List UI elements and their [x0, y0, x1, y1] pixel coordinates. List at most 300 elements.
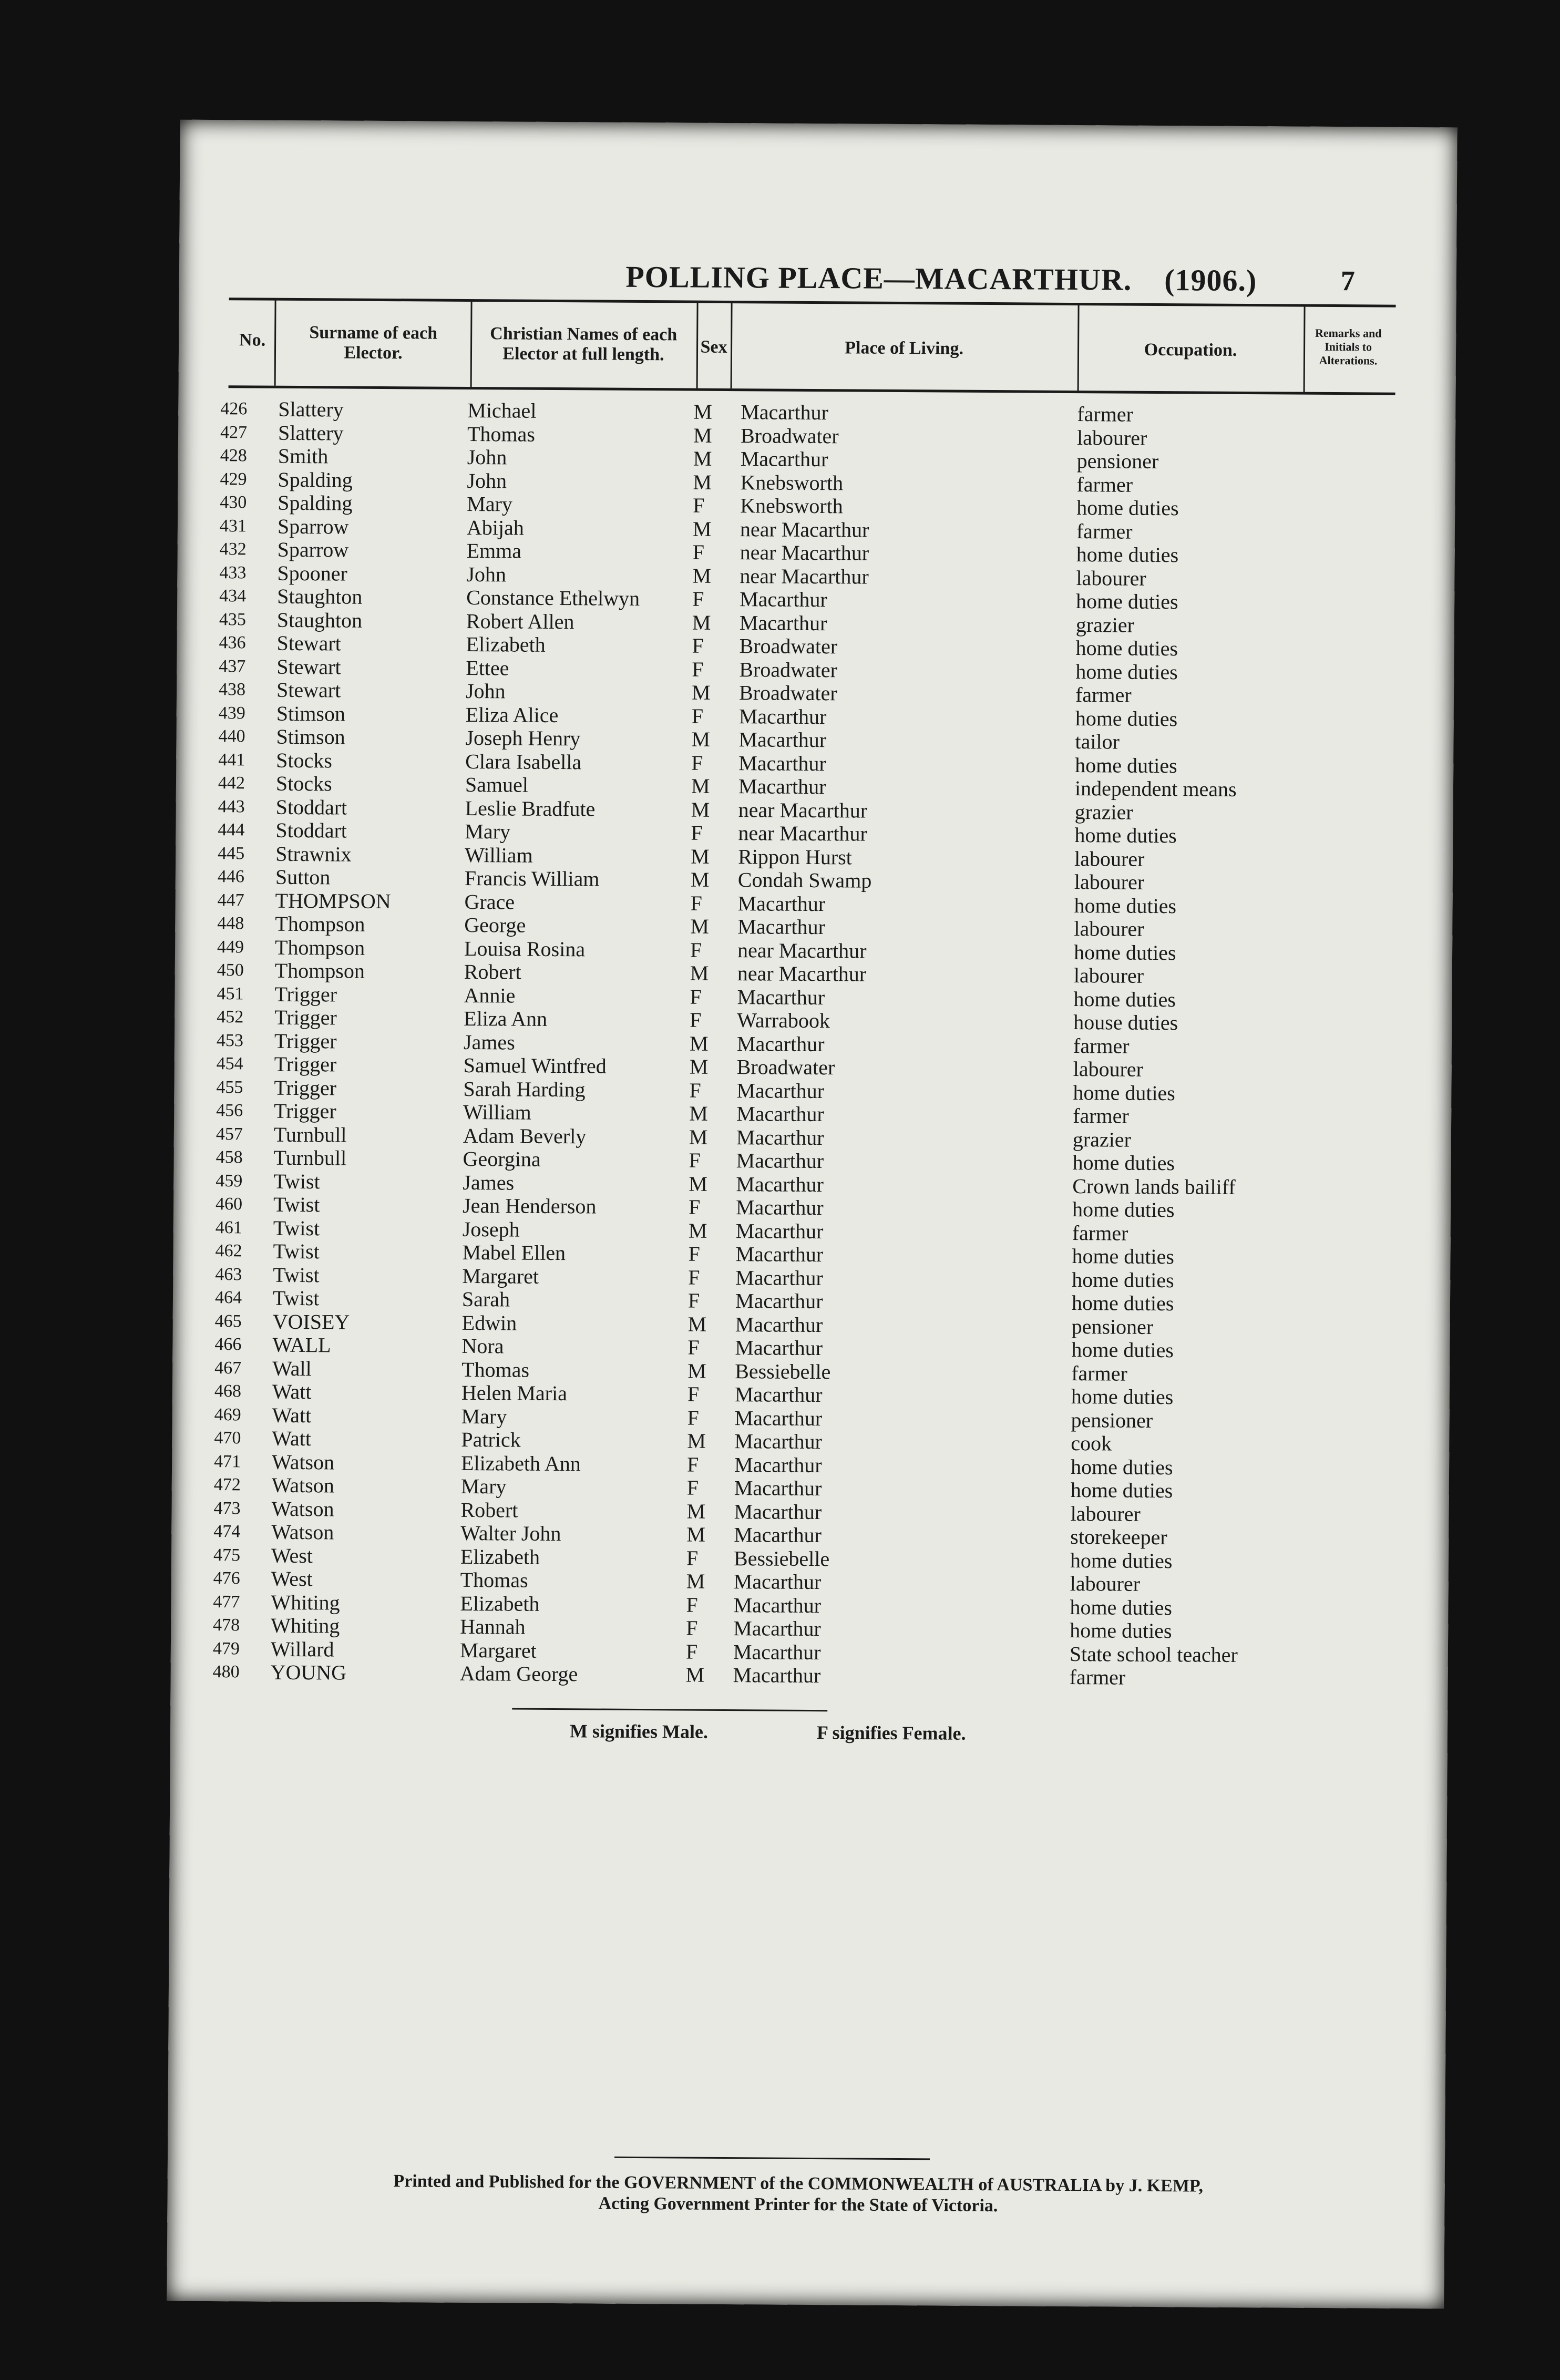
elector-place: Macarthur — [734, 1382, 823, 1407]
elector-number: 460 — [215, 1194, 243, 1214]
elector-number: 452 — [217, 1007, 244, 1027]
elector-number: 433 — [219, 562, 247, 582]
elector-sex: M — [689, 1031, 709, 1055]
elector-surname: Stoddart — [275, 795, 347, 819]
elector-christian-names: John — [467, 468, 507, 493]
elector-place: near Macarthur — [740, 540, 869, 565]
elector-number: 467 — [214, 1358, 242, 1378]
elector-surname: Watt — [272, 1403, 312, 1427]
elector-surname: Wall — [272, 1356, 312, 1380]
elector-place: Macarthur — [736, 1078, 825, 1103]
col-divider-5 — [1077, 304, 1080, 391]
elector-surname: Trigger — [274, 1005, 337, 1030]
elector-occupation: grazier — [1074, 799, 1133, 824]
elector-christian-names: Robert Allen — [466, 609, 574, 633]
elector-number: 455 — [216, 1077, 243, 1097]
elector-christian-names: Margaret — [459, 1638, 537, 1663]
elector-christian-names: Mary — [460, 1474, 507, 1499]
elector-sex: F — [688, 1195, 701, 1219]
elector-sex: M — [693, 446, 712, 470]
col-divider-4 — [731, 302, 733, 388]
elector-sex: M — [693, 423, 712, 447]
elector-surname: Stimson — [276, 724, 345, 749]
elector-sex: F — [687, 1288, 700, 1312]
elector-christian-names: Clara Isabella — [465, 749, 582, 774]
elector-surname: Watson — [271, 1496, 334, 1521]
elector-christian-names: Ettee — [466, 655, 509, 680]
elector-occupation: home duties — [1071, 1384, 1174, 1409]
elector-number: 480 — [212, 1662, 240, 1682]
elector-occupation: home duties — [1074, 893, 1177, 918]
elector-surname: Strawnix — [275, 842, 352, 866]
elector-occupation: home duties — [1076, 496, 1179, 520]
elector-sex: M — [691, 774, 710, 798]
elector-occupation: labourer — [1076, 425, 1147, 450]
elector-place: Macarthur — [735, 1312, 823, 1337]
elector-number: 449 — [217, 937, 244, 957]
elector-sex: F — [690, 984, 702, 1009]
elector-place: Macarthur — [733, 1616, 821, 1641]
elector-place: Broadwater — [736, 1055, 835, 1080]
elector-occupation: home duties — [1071, 1338, 1174, 1362]
elector-christian-names: Mary — [461, 1404, 507, 1428]
elector-sex: M — [692, 517, 712, 541]
elector-sex: M — [687, 1359, 706, 1383]
elector-occupation: home duties — [1072, 1267, 1174, 1292]
elector-surname: Spalding — [278, 490, 353, 515]
elector-number: 475 — [213, 1545, 241, 1565]
elector-place: Rippon Hurst — [738, 844, 852, 869]
elector-occupation: grazier — [1072, 1127, 1132, 1152]
elector-sex: F — [688, 1242, 700, 1266]
elector-number: 442 — [218, 773, 245, 793]
elector-surname: West — [271, 1566, 313, 1591]
elector-surname: Watt — [272, 1426, 312, 1451]
elector-sex: M — [686, 1569, 705, 1593]
elector-place: Macarthur — [734, 1499, 822, 1524]
elector-place: Warrabook — [737, 1008, 830, 1033]
elector-number: 447 — [217, 890, 244, 910]
elector-sex: F — [687, 1406, 700, 1430]
elector-place: Broadwater — [740, 423, 839, 448]
elector-surname: Stoddart — [275, 818, 347, 843]
elector-place: Macarthur — [736, 1148, 824, 1173]
elector-surname: Stewart — [276, 631, 341, 655]
elector-sex: F — [689, 1148, 701, 1172]
elector-sex: M — [691, 844, 710, 868]
elector-christian-names: Hannah — [460, 1614, 526, 1639]
elector-place: Bessiebelle — [733, 1546, 830, 1571]
elector-sex: M — [689, 1101, 708, 1125]
elector-occupation: farmer — [1075, 683, 1132, 707]
elector-surname: Spooner — [277, 561, 347, 586]
elector-place: Macarthur — [735, 1242, 824, 1267]
elector-christian-names: Sarah — [461, 1287, 510, 1311]
elector-occupation: farmer — [1077, 402, 1134, 426]
elector-christian-names: Margaret — [462, 1264, 539, 1288]
elector-surname: Sparrow — [277, 514, 349, 539]
elector-occupation: home duties — [1070, 1548, 1173, 1573]
elector-christian-names: Samuel Wintfred — [463, 1053, 607, 1078]
elector-number: 465 — [214, 1311, 242, 1331]
elector-surname: Whiting — [271, 1613, 340, 1638]
elector-number: 464 — [214, 1288, 242, 1308]
elector-surname: Stewart — [276, 678, 341, 702]
elector-occupation: home duties — [1075, 589, 1178, 614]
elector-sex: F — [690, 1008, 702, 1032]
elector-christian-names: John — [467, 445, 507, 469]
elector-christian-names: Adam Beverly — [463, 1123, 587, 1148]
elector-number: 429 — [220, 469, 247, 489]
page-number: 7 — [1340, 265, 1356, 297]
elector-sex: M — [693, 470, 712, 494]
elector-occupation: storekeeper — [1070, 1525, 1167, 1550]
elector-occupation: pensioner — [1071, 1408, 1153, 1432]
elector-place: near Macarthur — [738, 821, 867, 846]
elector-christian-names: Emma — [466, 538, 522, 563]
elector-occupation: home duties — [1073, 987, 1176, 1011]
elector-christian-names: James — [463, 1170, 515, 1195]
elector-sex: F — [692, 540, 705, 564]
col-divider-2 — [470, 300, 473, 387]
elector-number: 428 — [220, 446, 247, 466]
elector-place: Macarthur — [735, 1218, 824, 1243]
elector-place: Macarthur — [736, 1102, 824, 1126]
elector-sex: M — [692, 563, 712, 588]
elector-surname: Watt — [272, 1379, 312, 1404]
elector-surname: Trigger — [274, 1052, 337, 1076]
elector-number: 466 — [214, 1335, 242, 1355]
elector-christian-names: William — [465, 843, 533, 867]
elector-number: 473 — [213, 1498, 241, 1518]
elector-sex: F — [689, 1078, 701, 1102]
elector-christian-names: Sarah Harding — [463, 1076, 586, 1101]
elector-surname: Stocks — [275, 771, 332, 796]
elector-sex: M — [687, 1429, 706, 1453]
elector-number: 454 — [216, 1054, 243, 1074]
elector-occupation: independent means — [1074, 776, 1237, 801]
elector-christian-names: Constance Ethelwyn — [466, 585, 640, 610]
elector-christian-names: Thomas — [460, 1567, 528, 1592]
elector-place: Macarthur — [738, 704, 827, 729]
elector-christian-names: Helen Maria — [461, 1380, 568, 1406]
elector-number: 448 — [217, 914, 244, 933]
elector-christian-names: John — [465, 679, 506, 703]
elector-occupation: house duties — [1073, 1010, 1178, 1035]
elector-surname: Twist — [273, 1239, 320, 1264]
elector-place: Broadwater — [738, 681, 837, 705]
elector-christian-names: Samuel — [465, 772, 529, 797]
elector-place: Macarthur — [735, 1265, 823, 1290]
elector-place: Macarthur — [735, 1336, 823, 1360]
elector-place: Macarthur — [734, 1429, 823, 1454]
elector-place: Broadwater — [739, 634, 838, 659]
elector-sex: F — [685, 1639, 698, 1664]
elector-occupation: grazier — [1075, 612, 1135, 637]
elector-christian-names: Leslie Bradfute — [465, 796, 596, 820]
elector-surname: Turnbull — [273, 1145, 347, 1170]
elector-sex: F — [687, 1335, 700, 1359]
elector-occupation: home duties — [1072, 1197, 1175, 1222]
elector-place: Macarthur — [735, 1195, 824, 1220]
elector-christian-names: Robert — [460, 1497, 518, 1522]
elector-surname: Watson — [271, 1473, 334, 1497]
elector-place: Macarthur — [733, 1569, 822, 1594]
elector-occupation: pensioner — [1076, 449, 1159, 474]
elector-sex: F — [692, 633, 704, 658]
elector-place: near Macarthur — [737, 961, 867, 986]
elector-place: Macarthur — [737, 891, 826, 916]
imprint-line-2: Acting Government Printer for the State of Victoria. — [598, 2193, 998, 2216]
elector-place: Macarthur — [734, 1476, 822, 1501]
elector-number: 451 — [217, 983, 244, 1003]
elector-christian-names: Eliza Ann — [464, 1006, 548, 1031]
elector-place: Macarthur — [734, 1406, 823, 1430]
elector-surname: Twist — [273, 1169, 320, 1193]
elector-list — [213, 397, 1430, 1691]
elector-occupation: labourer — [1074, 870, 1145, 894]
elector-surname: Smith — [278, 444, 329, 468]
elector-number: 459 — [215, 1171, 243, 1191]
elector-sex: F — [686, 1452, 699, 1476]
elector-sex: M — [690, 961, 709, 985]
elector-occupation: tailor — [1075, 730, 1120, 754]
elector-number: 446 — [217, 867, 245, 887]
elector-christian-names: James — [463, 1030, 515, 1054]
header-surname: Surname of each Elector. — [309, 323, 438, 363]
elector-sex: M — [686, 1522, 705, 1546]
elector-number: 474 — [213, 1522, 241, 1542]
elector-number: 430 — [220, 493, 247, 512]
header-remarks: Remarks and Initials to Alterations. — [1315, 326, 1382, 367]
elector-sex: M — [690, 867, 710, 891]
elector-christian-names: Grace — [464, 889, 515, 914]
elector-surname: YOUNG — [270, 1660, 347, 1685]
elector-sex: F — [686, 1475, 699, 1500]
elector-occupation: labourer — [1074, 846, 1145, 871]
elector-surname: Whiting — [271, 1590, 340, 1615]
elector-sex: M — [691, 727, 711, 751]
elector-occupation: home duties — [1070, 1595, 1173, 1619]
elector-christian-names: George — [464, 912, 526, 937]
elector-sex: F — [692, 587, 704, 611]
elector-number: 439 — [218, 703, 245, 723]
elector-surname: Slattery — [278, 420, 344, 445]
elector-number: 431 — [219, 516, 247, 536]
elector-christian-names: Thomas — [467, 422, 536, 446]
roll-page — [167, 120, 1457, 2309]
elector-occupation: pensioner — [1071, 1314, 1154, 1339]
elector-occupation: home duties — [1070, 1618, 1172, 1643]
elector-place: Knebsworth — [740, 494, 843, 518]
elector-place: Macarthur — [737, 984, 825, 1009]
elector-occupation: farmer — [1069, 1665, 1126, 1689]
elector-occupation: farmer — [1076, 472, 1133, 497]
elector-sex: F — [692, 657, 704, 681]
header-no: No. — [239, 330, 266, 350]
elector-surname: Thompson — [275, 911, 365, 936]
elector-place: Knebsworth — [740, 470, 844, 495]
elector-occupation: home duties — [1073, 1080, 1175, 1105]
elector-occupation: labourer — [1073, 963, 1144, 988]
elector-christian-names: Mary — [465, 819, 511, 844]
elector-surname: Turnbull — [273, 1122, 347, 1147]
elector-surname: Sutton — [275, 865, 331, 889]
elector-occupation: farmer — [1073, 1033, 1130, 1058]
legend-male: M signifies Male. — [569, 1720, 709, 1742]
elector-sex: M — [689, 1125, 708, 1149]
elector-place: Macarthur — [737, 915, 826, 939]
elector-occupation: home duties — [1075, 706, 1178, 731]
header-bottom-rule — [229, 385, 1395, 395]
elector-surname: THOMPSON — [275, 888, 391, 913]
elector-place: Macarthur — [733, 1663, 821, 1688]
elector-occupation: home duties — [1075, 659, 1178, 684]
elector-sex: F — [690, 938, 702, 962]
elector-occupation: labourer — [1074, 917, 1144, 941]
elector-surname: Staughton — [276, 608, 363, 632]
elector-number: 437 — [219, 656, 246, 676]
elector-surname: Slattery — [278, 397, 344, 422]
elector-christian-names: Walter John — [460, 1521, 561, 1546]
elector-surname: VOISEY — [272, 1309, 350, 1334]
elector-christian-names: Mabel Ellen — [462, 1240, 566, 1265]
elector-occupation: farmer — [1076, 519, 1133, 543]
elector-occupation: home duties — [1073, 940, 1176, 965]
elector-number: 458 — [215, 1147, 243, 1167]
header-occupation: Occupation. — [1144, 340, 1237, 360]
elector-number: 443 — [218, 796, 245, 816]
elector-sex: M — [685, 1663, 705, 1687]
elector-place: Bessiebelle — [735, 1359, 831, 1383]
elector-surname: Willard — [270, 1637, 334, 1661]
col-divider-6 — [1304, 305, 1306, 392]
elector-surname: Staughton — [277, 584, 363, 609]
elector-number: 479 — [212, 1638, 240, 1658]
printer-imprint — [325, 2170, 1271, 2218]
elector-place: Macarthur — [740, 587, 827, 612]
elector-place: Macarthur — [736, 1125, 824, 1150]
elector-christian-names: Edwin — [461, 1310, 517, 1335]
elector-surname: Spalding — [278, 467, 353, 492]
elector-christian-names: Adam George — [459, 1661, 578, 1686]
elector-place: Broadwater — [739, 657, 838, 682]
elector-occupation: farmer — [1073, 1104, 1129, 1128]
elector-surname: Stewart — [276, 654, 341, 679]
elector-number: 436 — [219, 633, 246, 653]
elector-sex: M — [691, 680, 711, 704]
elector-occupation: home duties — [1070, 1478, 1173, 1503]
elector-place: Macarthur — [739, 610, 827, 635]
elector-christian-names: Elizabeth — [460, 1591, 540, 1616]
elector-place: Macarthur — [733, 1593, 822, 1617]
elector-place: Macarthur — [735, 1289, 823, 1314]
elector-number: 463 — [215, 1264, 242, 1284]
header-sex: Sex — [700, 337, 727, 357]
elector-surname: West — [271, 1543, 313, 1567]
elector-number: 426 — [220, 399, 248, 419]
roll-year: (1906.) — [1164, 263, 1257, 298]
elector-sex: M — [689, 1054, 709, 1079]
elector-surname: Trigger — [274, 1029, 337, 1053]
elector-occupation: home duties — [1072, 1151, 1175, 1175]
elector-sex: F — [686, 1616, 698, 1640]
elector-sex: M — [692, 610, 711, 634]
elector-sex: F — [691, 820, 703, 845]
elector-number: 450 — [217, 960, 244, 980]
elector-christian-names: Georgina — [463, 1146, 541, 1171]
elector-sex: F — [688, 1265, 700, 1289]
elector-sex: M — [688, 1218, 707, 1243]
elector-surname: Twist — [273, 1263, 320, 1287]
elector-number: 434 — [219, 586, 247, 606]
elector-sex: F — [691, 751, 703, 775]
elector-christian-names: Thomas — [461, 1357, 530, 1382]
elector-number: 444 — [218, 820, 245, 840]
elector-number: 472 — [213, 1475, 241, 1495]
elector-christian-names: Nora — [461, 1333, 504, 1358]
elector-place: near Macarthur — [738, 797, 868, 823]
elector-sex: M — [687, 1312, 707, 1336]
elector-occupation: home duties — [1071, 1291, 1174, 1316]
elector-place: Macarthur — [733, 1639, 821, 1664]
elector-number: 456 — [216, 1101, 243, 1121]
legend-female: F signifies Female. — [816, 1722, 966, 1744]
elector-place: Macarthur — [740, 447, 828, 471]
elector-number: 432 — [219, 539, 247, 559]
elector-number: 469 — [214, 1404, 241, 1424]
elector-sex: F — [693, 493, 705, 517]
elector-sex: F — [686, 1546, 699, 1570]
elector-christian-names: Abijah — [466, 515, 524, 540]
elector-christian-names: Elizabeth Ann — [460, 1451, 581, 1475]
elector-occupation: farmer — [1071, 1361, 1127, 1386]
elector-occupation: labourer — [1070, 1501, 1141, 1526]
elector-surname: Twist — [272, 1286, 320, 1310]
elector-sex: M — [690, 914, 710, 938]
elector-occupation: State school teacher — [1069, 1642, 1238, 1667]
elector-christian-names: John — [466, 562, 507, 586]
elector-christian-names: Joseph — [462, 1217, 520, 1242]
elector-surname: Watson — [271, 1520, 334, 1544]
elector-christian-names: Eliza Alice — [465, 702, 559, 727]
elector-surname: Trigger — [274, 1099, 336, 1123]
elector-number: 476 — [213, 1568, 240, 1588]
elector-place: Condah Swamp — [737, 868, 872, 892]
elector-christian-names: Francis William — [464, 866, 600, 891]
footer-rule — [614, 2157, 930, 2160]
elector-surname: Sparrow — [277, 537, 349, 562]
elector-christian-names: Elizabeth — [466, 632, 546, 656]
elector-occupation: home duties — [1070, 1454, 1173, 1479]
table-end-rule — [512, 1708, 827, 1712]
elector-surname: Stimson — [276, 701, 346, 726]
elector-number: 445 — [218, 843, 245, 863]
header-place: Place of Living. — [845, 338, 964, 358]
imprint-line-1: Printed and Published for the GOVERNMENT of the COMMONWEALTH of AUSTRALIA by J. KEMP, — [393, 2171, 1204, 2196]
polling-place-title: POLLING PLACE—MACARTHUR. — [625, 259, 1132, 297]
elector-christian-names: William — [463, 1100, 531, 1124]
elector-number: 477 — [213, 1592, 240, 1612]
elector-occupation: home duties — [1075, 753, 1177, 777]
elector-sex: F — [691, 704, 704, 728]
elector-number: 441 — [218, 750, 245, 770]
elector-christian-names: Jean Henderson — [462, 1193, 597, 1218]
elector-place: near Macarthur — [740, 517, 869, 542]
col-divider-1 — [274, 299, 276, 386]
elector-place: Macarthur — [734, 1523, 822, 1547]
elector-number: 462 — [215, 1241, 242, 1261]
